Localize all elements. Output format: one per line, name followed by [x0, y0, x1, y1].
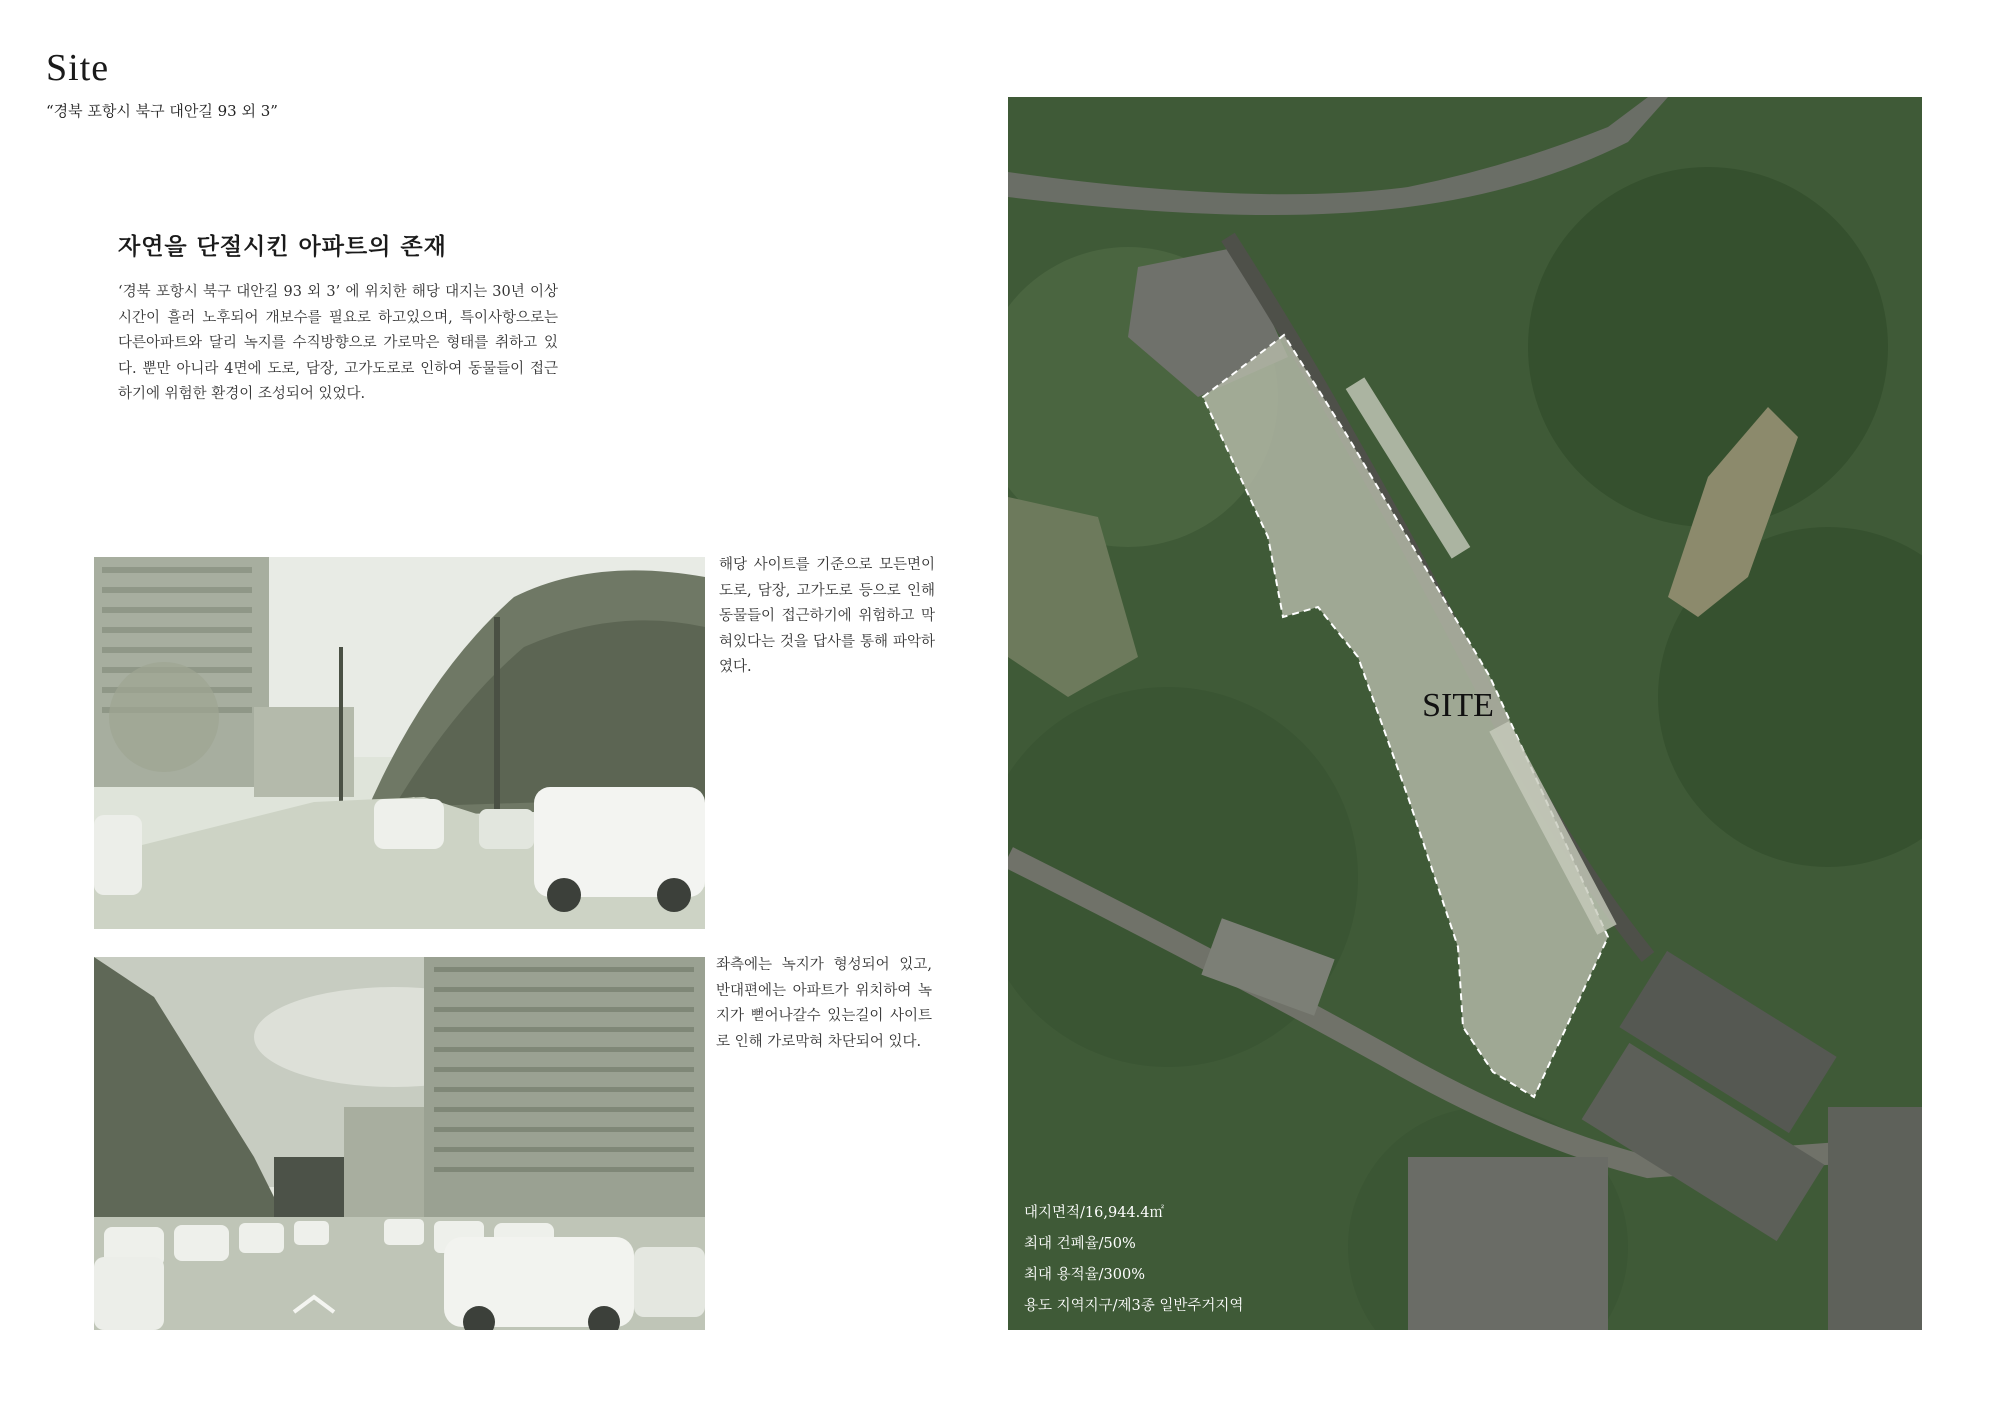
street-photo-2 [94, 957, 705, 1330]
photo-1-caption: 해당 사이트를 기준으로 모든면이 도로, 담장, 고가도로 등으로 인해 동물들이 접근하기에 위험하고 막혀있다는 것을 답사를 통해 파악하였다. [719, 557, 935, 675]
page-subtitle: “경북 포항시 북구 대안길 93 외 3” [46, 102, 278, 120]
intro-paragraph: ‘경북 포항시 북구 대안길 93 외 3’ 에 위치한 해당 대지는 30년 이상 시간이 흘러 노후되어 개보수를 필요로 하고있으며, 특이사항으로는 다른아파트와 달리 녹지를 수직방향으로 가로막은 형태를 취하고 있다. 뿐만 아니라 4면에 도로, 담장, 고가도로로 인하여 동물들이 접근하기에 위험한 환경이 조성되어 있었다. [118, 284, 558, 402]
site-stats [1024, 1198, 1243, 1322]
street-photo-1 [94, 557, 705, 929]
site-area: 대지면적/16,944.4㎡ [1024, 1205, 1164, 1221]
max-floor-area-ratio: 최대 용적율/300% [1024, 1267, 1145, 1283]
max-coverage-ratio: 최대 건폐율/50% [1024, 1236, 1136, 1252]
site-label: SITE [1422, 687, 1494, 724]
photo-2-caption: 좌측에는 녹지가 형성되어 있고, 반대편에는 아파트가 위치하여 녹지가 뻗어나갈수 있는길이 사이트로 인해 가로막혀 차단되어 있다. [716, 957, 932, 1050]
page-title: Site [46, 47, 110, 89]
zoning-district: 용도 지역지구/제3종 일반주거지역 [1024, 1298, 1244, 1314]
aerial-site-map [1008, 97, 1922, 1330]
section-heading: 자연을 단절시킨 아파트의 존재 [118, 233, 447, 260]
